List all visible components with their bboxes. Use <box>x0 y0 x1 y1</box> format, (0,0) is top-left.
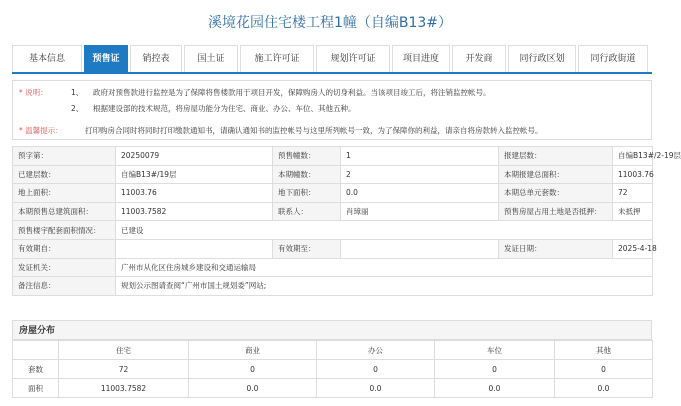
remark-label: 备注信息： <box>13 277 116 296</box>
distribution-row-label: 套数 <box>13 360 59 379</box>
notice-row-2 <box>19 101 645 117</box>
ground-area-label: 地上面积： <box>13 184 116 203</box>
notice-item-number: 1、 <box>71 88 84 97</box>
table-row <box>13 184 653 203</box>
issuer-label: 发证机关： <box>13 258 116 277</box>
table-row <box>13 221 653 240</box>
presale-no-value: 20250079 <box>116 147 273 166</box>
table-cell: 72 <box>59 360 189 379</box>
notice-box <box>12 80 652 140</box>
period-presale-area-value: 11003.7582 <box>116 202 273 221</box>
table-cell: 0.0 <box>435 379 555 398</box>
table-cell: 0 <box>435 360 555 379</box>
presale-buildings-label: 预售幢数： <box>273 147 341 166</box>
notice-item-text: 政府对预售款进行监控是为了保障将售楼款用于项目开发，保障购房人的切身利益。当该项目竣工后，将注销监控帐号。 <box>93 88 491 97</box>
tab-planning-permit[interactable]: 规划许可证 <box>316 45 390 72</box>
distribution-title: 房屋分布 <box>12 320 652 340</box>
valid-to-label: 有效期至： <box>273 239 341 258</box>
period-buildings-value: 2 <box>341 165 499 184</box>
distribution-header-other: 其他 <box>555 341 653 360</box>
period-report-area-value: 11003.76 <box>613 165 653 184</box>
notice-item-text: 根据建设部的技术规范，将房屋功能分为住宅、商业、办公、车位、其他五种。 <box>93 104 356 113</box>
distribution-row-label: 面积 <box>13 379 59 398</box>
tab-same-street[interactable]: 同行政街道 <box>578 45 648 72</box>
notice-row-1 <box>19 85 645 101</box>
notice-warm-label: * 温馨提示： <box>19 126 63 135</box>
page-title: 溪境花园住宅楼工程1幢（自编B13#） <box>207 15 453 31</box>
period-buildings-label: 本期幢数： <box>273 165 341 184</box>
issue-date-value: 2025-4-18 <box>613 239 653 258</box>
underground-area-label: 地下面积： <box>273 184 341 203</box>
issue-date-label: 发证日期： <box>499 239 613 258</box>
tab-land-certificate[interactable]: 国土证 <box>184 45 238 72</box>
presale-no-label: 预字第： <box>13 147 116 166</box>
table-cell: 0 <box>317 360 435 379</box>
table-cell: 0 <box>189 360 317 379</box>
mortgage-value: 未抵押 <box>613 202 653 221</box>
table-cell: 0.0 <box>189 379 317 398</box>
tab-project-progress[interactable]: 项目进度 <box>392 45 450 72</box>
elevation-value: 已建设 <box>116 221 653 240</box>
ground-area-value: 11003.76 <box>116 184 273 203</box>
tab-developer[interactable]: 开发商 <box>452 45 506 72</box>
tab-bar <box>12 45 652 74</box>
notice-item-number: 2、 <box>71 104 84 113</box>
table-row <box>13 341 653 360</box>
distribution-header-residential: 住宅 <box>59 341 189 360</box>
underground-area-value: 0.0 <box>341 184 499 203</box>
tab-presale-certificate[interactable]: 预售证 <box>84 45 128 72</box>
table-cell: 0.0 <box>555 379 653 398</box>
mortgage-label: 预售房屋占用土地是否抵押： <box>499 202 613 221</box>
table-row <box>13 147 653 166</box>
table-row <box>13 379 653 398</box>
distribution-header-parking: 车位 <box>435 341 555 360</box>
presale-buildings-value: 1 <box>341 147 499 166</box>
period-units-value: 72 <box>613 184 653 203</box>
distribution-table <box>12 340 653 398</box>
table-cell: 11003.7582 <box>59 379 189 398</box>
tab-construction-permit[interactable]: 施工许可证 <box>240 45 314 72</box>
distribution-header-commercial: 商业 <box>189 341 317 360</box>
notice-explain-label: * 说明： <box>19 88 48 97</box>
table-cell: 0 <box>555 360 653 379</box>
tab-sales-control[interactable]: 销控表 <box>130 45 182 72</box>
report-floors-label: 报建层数： <box>499 147 613 166</box>
table-row <box>13 360 653 379</box>
table-row <box>13 165 653 184</box>
table-row <box>13 239 653 258</box>
valid-from-value <box>116 239 273 258</box>
contact-label: 联系人： <box>273 202 341 221</box>
period-units-label: 本期总单元套数： <box>499 184 613 203</box>
issuer-value: 广州市从化区住房城乡建设和交通运输局 <box>116 258 653 277</box>
notice-row-warm <box>19 123 645 139</box>
table-row <box>13 277 653 296</box>
built-floors-label: 已建层数： <box>13 165 116 184</box>
presale-info-table <box>12 146 681 296</box>
valid-from-label: 有效期自： <box>13 239 116 258</box>
built-floors-value: 自编B13#/19层 <box>116 165 273 184</box>
table-row <box>13 202 653 221</box>
remark-value: 规划公示图请查阅“广州市国土规划委”网站; <box>116 277 653 296</box>
valid-to-value <box>341 239 499 258</box>
contact-value: 肖璋丽 <box>341 202 499 221</box>
distribution-header-blank <box>13 341 59 360</box>
table-row <box>13 258 653 277</box>
tab-basic-info[interactable]: 基本信息 <box>12 45 82 72</box>
report-floors-value: 自编B13#/2-19层 <box>613 147 653 166</box>
period-report-area-label: 本期报建总面积： <box>499 165 613 184</box>
tab-same-district[interactable]: 同行政区划 <box>508 45 576 72</box>
notice-warm-text: 打印购房合同时将同时打印缴款通知书，请确认通知书的监控帐号与这里所列帐号一致，为了保障你的利益，请亲自将房款转入监控帐号。 <box>85 126 543 135</box>
elevation-label: 预售楼宇配套面积情况： <box>13 221 116 240</box>
table-cell: 0.0 <box>317 379 435 398</box>
distribution-header-office: 办公 <box>317 341 435 360</box>
period-presale-area-label: 本期预售总建筑面积： <box>13 202 116 221</box>
